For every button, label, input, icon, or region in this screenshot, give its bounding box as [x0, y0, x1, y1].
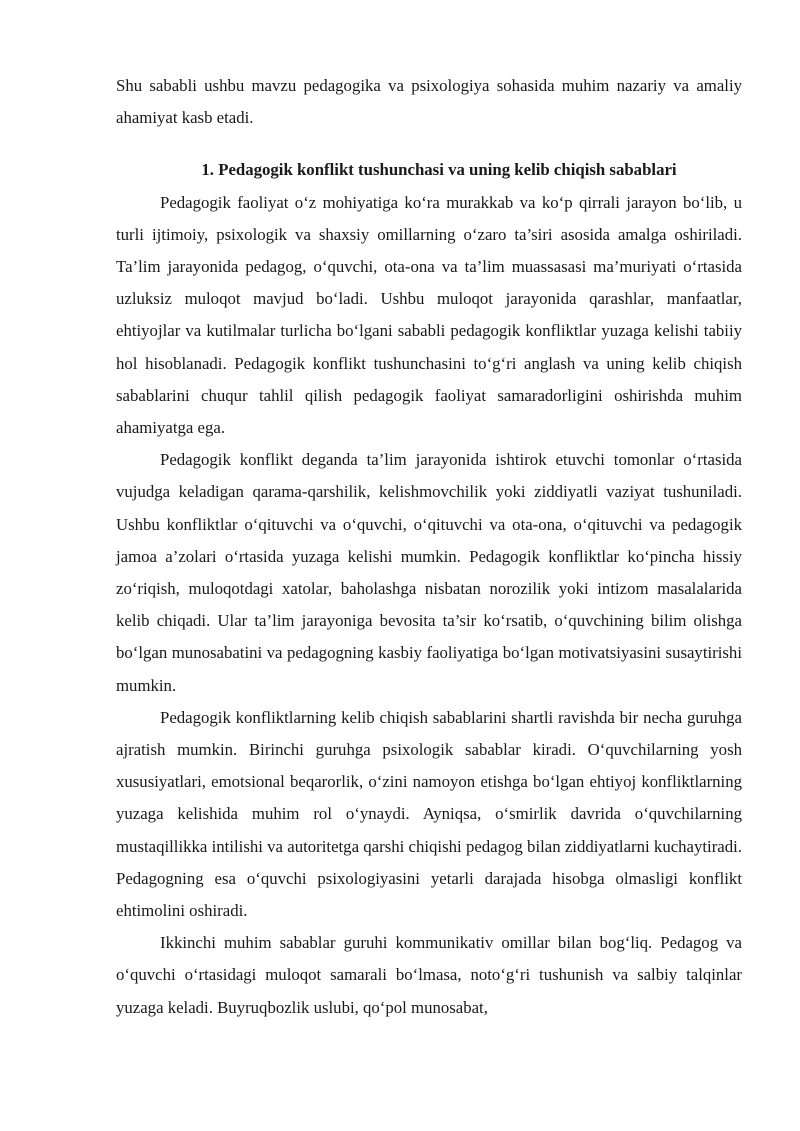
body-paragraph-1: Pedagogik faoliyat o‘z mohiyatiga ko‘ra murakkab va ko‘p qirrali jarayon bo‘lib, u turli ijtimoiy, psixologik va shaxsiy omillarning o‘zaro ta’siri asosida amalga oshiriladi. Ta’lim jarayonida pedagog, o‘quvchi, ota-ona va ta’lim muassasasi ma’muriyati o‘rtasida uzluksiz muloqot mavjud bo‘ladi. Ushbu muloqot jarayonida qarashlar, manfaatlar, ehtiyojlar va kutilmalar turlicha bo‘lgani sababli pedagogik konfliktlar yuzaga kelishi tabiiy hol hisoblanadi. Pedagogik konflikt tushunchasini to‘g‘ri anglash va uning kelib chiqish sabablarini chuqur tahlil qilish pedagogik faoliyat samaradorligini oshirishda muhim ahamiyatga ega.	[116, 192, 742, 438]
document-page	[116, 70, 742, 1024]
body-paragraph-3: Pedagogik konfliktlarning kelib chiqish sabablarini shartli ravishda bir necha guruhga ajratish mumkin. Birinchi guruhga psixologik sabablar kiradi. O‘quvchilarning yosh xususiyatlari, emotsional beqarorlik, o‘zini namoyon etishga bo‘lgan ehtiyoj konfliktlarning yuzaga kelishida muhim rol o‘ynaydi. Ayniqsa, o‘smirlik davrida o‘quvchilarning mustaqillikka intilishi va autoritetga qarshi chiqishi pedagog bilan ziddiyatlarni kuchaytiradi. Pedagogning esa o‘quvchi psixologiyasini yetarli darajada hisobga olmasligi konflikt ehtimolini oshiradi.	[116, 707, 742, 921]
body-paragraph-4: Ikkinchi muhim sabablar guruhi kommunikativ omillar bilan bog‘liq. Pedagog va o‘quvchi o‘rtasidagi muloqot samarali bo‘lmasa, noto‘g‘ri tushunish va salbiy talqinlar yuzaga keladi. Buyruqbozlik uslubi, qo‘pol munosabat,	[116, 933, 742, 1017]
section-heading: 1. Pedagogik konflikt tushunchasi va uning kelib chiqish sabablari	[201, 160, 677, 180]
intro-paragraph: Shu sababli ushbu mavzu pedagogika va psixologiya sohasida muhim nazariy va amaliy ahamiyat kasb etadi.	[116, 76, 742, 128]
body-paragraph-2: Pedagogik konflikt deganda ta’lim jarayonida ishtirok etuvchi tomonlar o‘rtasida vujudga keladigan qarama-qarshilik, kelishmovchilik yoki ziddiyatli vaziyat tushuniladi. Ushbu konfliktlar o‘qituvchi va o‘quvchi, o‘qituvchi va ota-ona, o‘qituvchi va pedagogik jamoa a’zolari o‘rtasida yuzaga kelishi mumkin. Pedagogik konfliktlar ko‘pincha hissiy zo‘riqish, muloqotdagi xatolar, baholashga nisbatan norozilik yoki intizom masalalarida kelib chiqadi. Ular ta’lim jarayoniga bevosita ta’sir ko‘rsatib, o‘quvchining bilim olishga bo‘lgan munosabatini va pedagogning kasbiy faoliyatiga bo‘lgan motivatsiyasini susaytirishi mumkin.	[116, 450, 742, 695]
